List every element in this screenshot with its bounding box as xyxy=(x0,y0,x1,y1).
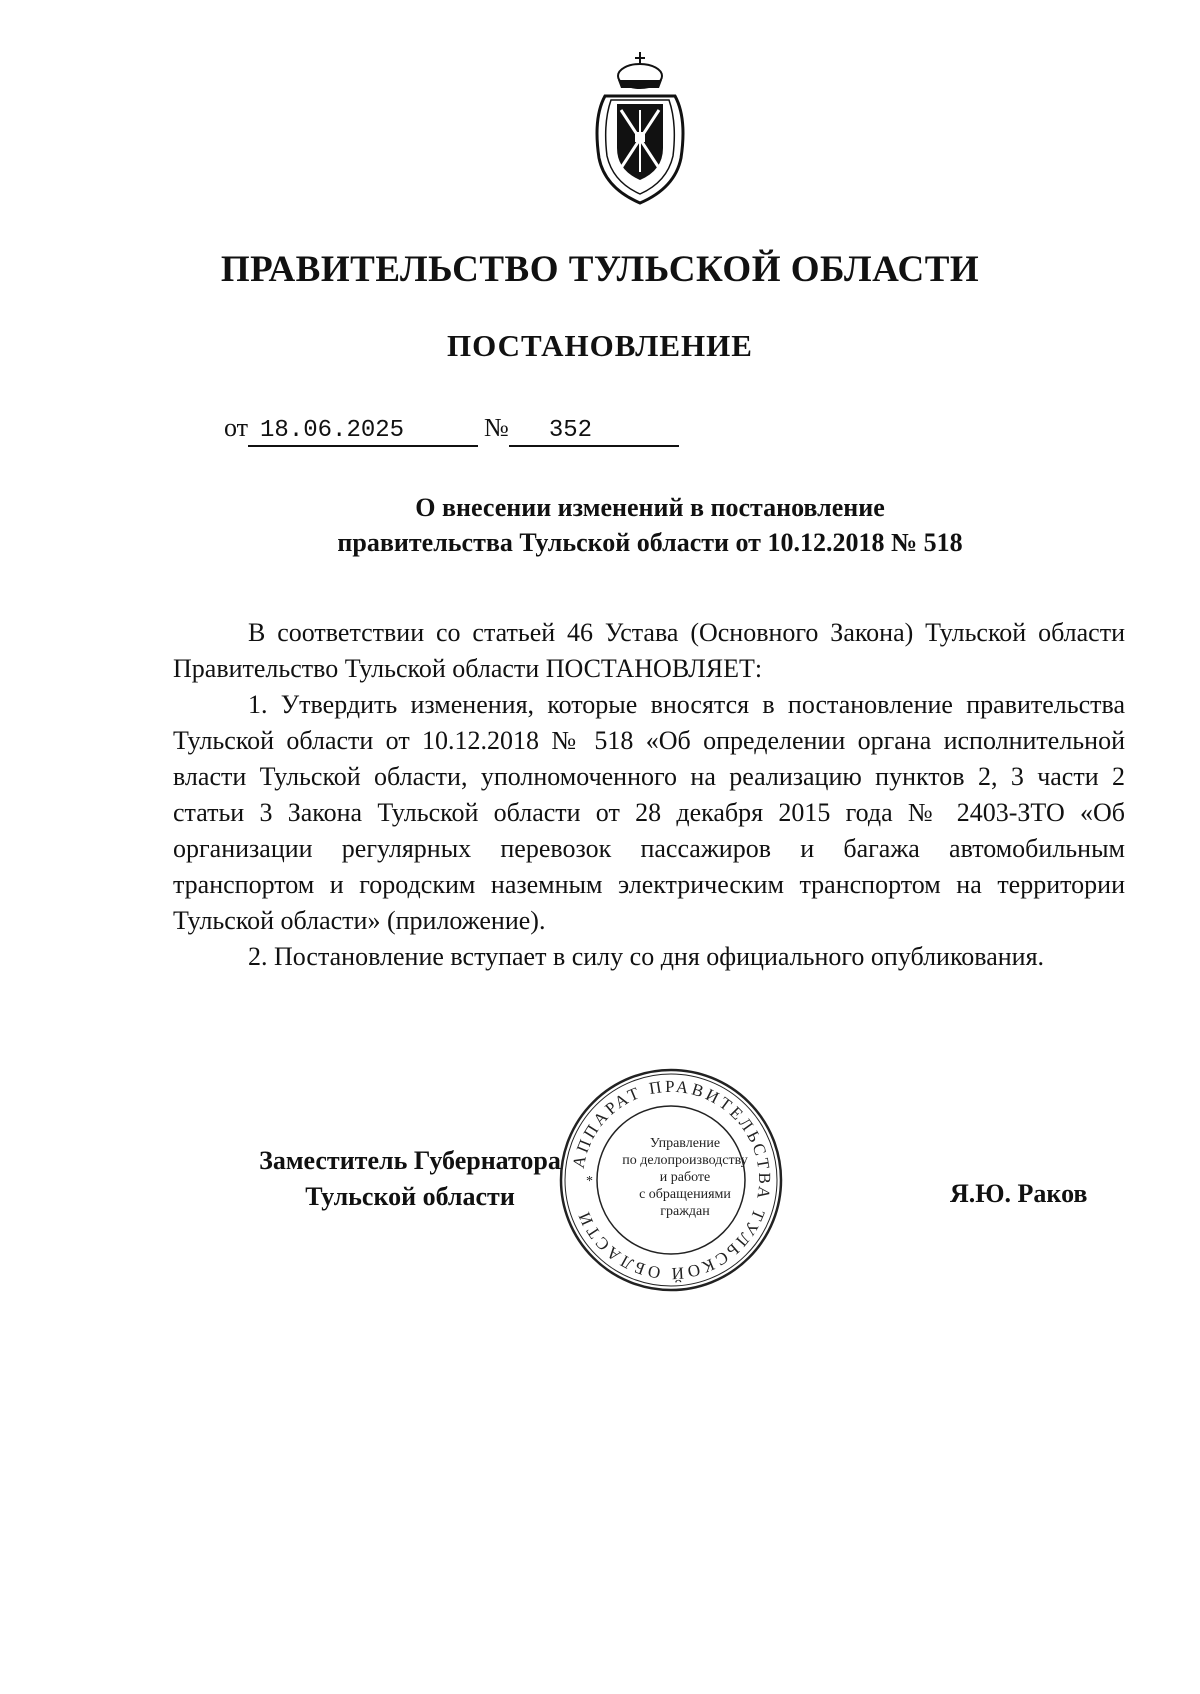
subject-line-1: О внесении изменений в постановление xyxy=(415,493,885,522)
tula-coat-of-arms-icon xyxy=(585,48,695,208)
organization-title: ПРАВИТЕЛЬСТВО ТУЛЬСКОЙ ОБЛАСТИ xyxy=(220,249,980,290)
signatory-position-line-1: Заместитель Губернатора xyxy=(259,1146,561,1175)
document-body xyxy=(173,615,1125,975)
date-label: от xyxy=(224,413,249,442)
preamble-paragraph: В соответствии со статьей 46 Устава (Основного Закона) Тульской области Правительство Тульской области ПОСТАНОВЛЯЕТ: xyxy=(173,618,1125,683)
date-number-line xyxy=(224,413,679,447)
item-1-paragraph: 1. Утвердить изменения, которые вносятся в постановление правительства Тульской области от 10.12.2018 № 518 «Об определении органа исполнительной власти Тульской области, уполномоченного на реализацию пунктов 2, 3 части 2 статьи 3 Закона Тульской области от 28 декабря 2015 года № 2403-ЗТО «Об организации регулярных перевозок пассажиров и багажа автомобильным транспортом и городским наземным электрическим транспортом на территории Тульской области» (приложение). xyxy=(173,690,1125,935)
number-label: № xyxy=(484,413,509,442)
document-number: 352 xyxy=(509,417,679,447)
signatory-position-line-2: Тульской области xyxy=(305,1182,515,1211)
signatory-position xyxy=(240,1143,580,1215)
document-subject xyxy=(200,490,1100,560)
stamp-line-4: с обращениями xyxy=(639,1187,731,1202)
signatory-name: Я.Ю. Раков xyxy=(950,1179,1088,1208)
svg-text:*: * xyxy=(586,1174,593,1189)
stamp-line-1: Управление xyxy=(649,1136,721,1151)
stamp-ring-text: АППАРАТ ПРАВИТЕЛЬСТВА ТУЛЬСКОЙ ОБЛАСТИ xyxy=(568,1076,775,1284)
stamp-line-5: граждан xyxy=(660,1204,710,1219)
stamp-line-2: по делопроизводству xyxy=(622,1153,748,1168)
stamp-inner-text xyxy=(620,1135,750,1220)
stamp-line-3: и работе xyxy=(659,1170,711,1185)
item-2-paragraph: 2. Постановление вступает в силу со дня официального опубликования. xyxy=(248,942,1045,971)
document-type-title: ПОСТАНОВЛЕНИЕ xyxy=(447,328,753,363)
document-date: 18.06.2025 xyxy=(248,417,478,447)
subject-line-2: правительства Тульской области от 10.12.2018 № 518 xyxy=(337,528,963,557)
